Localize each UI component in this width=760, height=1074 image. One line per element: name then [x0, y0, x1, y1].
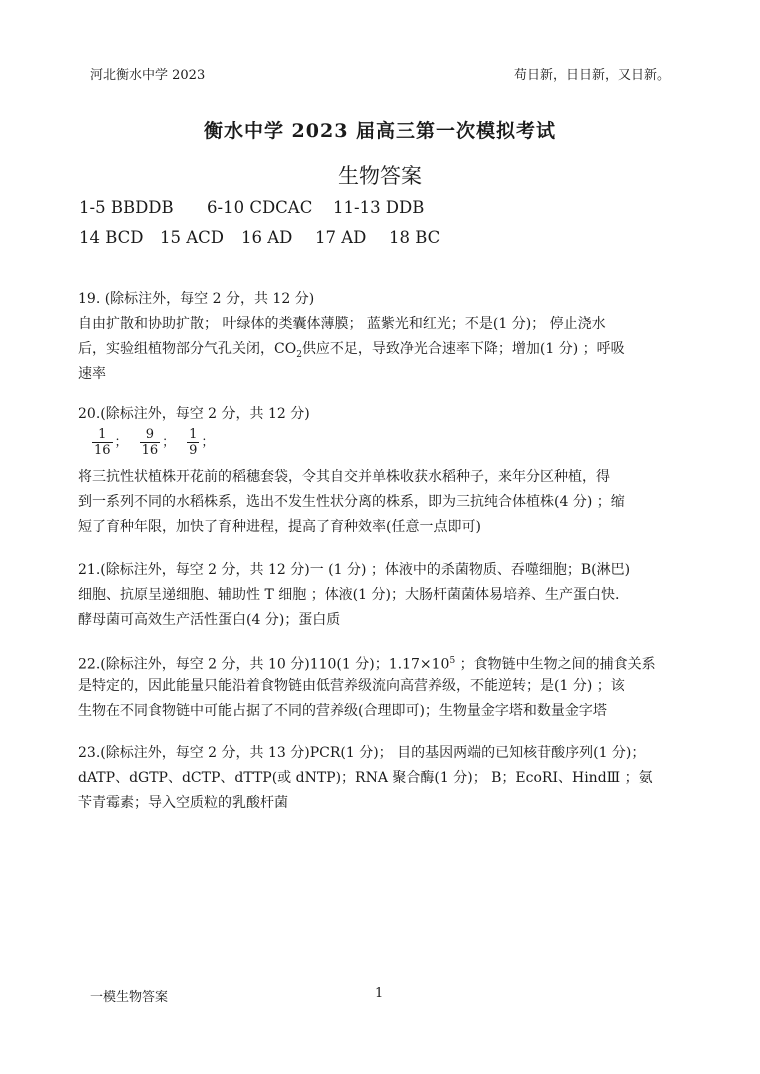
- choice-answers-row-1: [79, 198, 424, 217]
- question-21: [78, 558, 688, 633]
- question-20-header: 20.(除标注外，每空 2 分，共 12 分): [78, 406, 310, 422]
- choice-answer: 18 BC: [389, 228, 441, 247]
- fraction: $\frac{9}{16}$: [141, 427, 159, 458]
- question-23-line: dATP、dGTP、dCTP、dTTP(或 dNTP)；RNA 聚合酶(1 分)； B；EcoRⅠ、HindⅢ ；氨: [78, 770, 653, 786]
- question-21-line: 细胞、抗原呈递细胞、辅助性 T 细胞 ；体液(1 分)；大肠杆菌菌体易培养、生产蛋白快.: [78, 587, 620, 603]
- fraction-answers: $\frac{1}{16}$ ； $\frac{9}{16}$ ； $\frac{1}{9}$ ；: [94, 427, 215, 458]
- question-19-line: 自由扩散和协助扩散； 叶绿体的类囊体薄膜； 蓝紫光和红光；不是(1 分)； 停止浇水: [78, 316, 606, 332]
- question-19: [78, 287, 688, 387]
- question-21-line: 酵母菌可高效生产活性蛋白(4 分)；蛋白质: [78, 612, 341, 628]
- question-19-line: 速率: [78, 366, 106, 382]
- question-22-line: 生物在不同食物链中可能占据了不同的营养级(合理即可)；生物量金字塔和数量金字塔: [78, 703, 607, 719]
- choice-answers-row-2: [79, 228, 440, 247]
- choice-answer: 16 AD: [241, 228, 293, 247]
- question-20-line: 短了育种年限，加快了育种进程，提高了育种效率(任意一点即可): [78, 519, 481, 535]
- question-23-line: 苄青霉素；导入空质粒的乳酸杆菌: [78, 795, 288, 811]
- question-22-line: 是特定的，因此能量只能沿着食物链由低营养级流向高营养级，不能逆转；是(1 分) ；该: [78, 678, 625, 694]
- choice-answer: 11-13 DDB: [333, 198, 425, 217]
- question-22: [78, 649, 688, 724]
- question-23: [78, 741, 688, 816]
- choice-answer: 14 BCD: [79, 228, 144, 247]
- question-20-line: 到一系列不同的水稻株系，选出不发生性状分离的株系，即为三抗纯合体植株(4 分) ；缩: [78, 494, 625, 510]
- question-20-line: 将三抗性状植株开花前的稻穗套袋，令其自交并单株收获水稻种子，来年分区种植，得: [78, 469, 610, 485]
- fraction: $\frac{1}{9}$: [189, 427, 198, 458]
- question-20: [78, 402, 688, 540]
- question-21-line: 21.(除标注外，每空 2 分，共 12 分)一 (1 分) ；体液中的杀菌物质、吞噬细胞；B(淋巴): [78, 562, 631, 578]
- page-number: 1: [375, 986, 384, 1001]
- header-motto: 苟日新，日日新，又日新。: [513, 68, 670, 83]
- choice-answer: 6-10 CDCAC: [207, 198, 313, 217]
- question-22-line: 22.(除标注外，每空 2 分，共 10 分)110(1 分)；$1.17\times 10^5$ ；食物链中生物之间的捕食关系: [78, 656, 656, 673]
- page-title: 衡水中学 2023 届高三第一次模拟考试: [203, 120, 557, 142]
- page-subtitle: 生物答案: [338, 164, 422, 188]
- header-school: 河北衡水中学 2023: [90, 68, 206, 83]
- footer-label: 一模生物答案: [90, 990, 169, 1005]
- choice-answer: 15 ACD: [160, 228, 225, 247]
- question-23-line: 23.(除标注外，每空 2 分，共 13 分)PCR(1 分)； 目的基因两端的已知核苷酸序列(1 分)；: [78, 745, 646, 761]
- question-19-header: 19. (除标注外，每空 2 分，共 12 分): [78, 291, 315, 307]
- fraction: $\frac{1}{16}$: [94, 427, 111, 458]
- choice-answer: 1-5 BBDDB: [79, 198, 174, 217]
- choice-answer: 17 AD: [315, 228, 367, 247]
- question-19-line: 后，实验组植物部分气孔关闭，$CO_2$供应不足，导致净光合速率下降；增加(1 分) ；呼吸: [78, 341, 625, 360]
